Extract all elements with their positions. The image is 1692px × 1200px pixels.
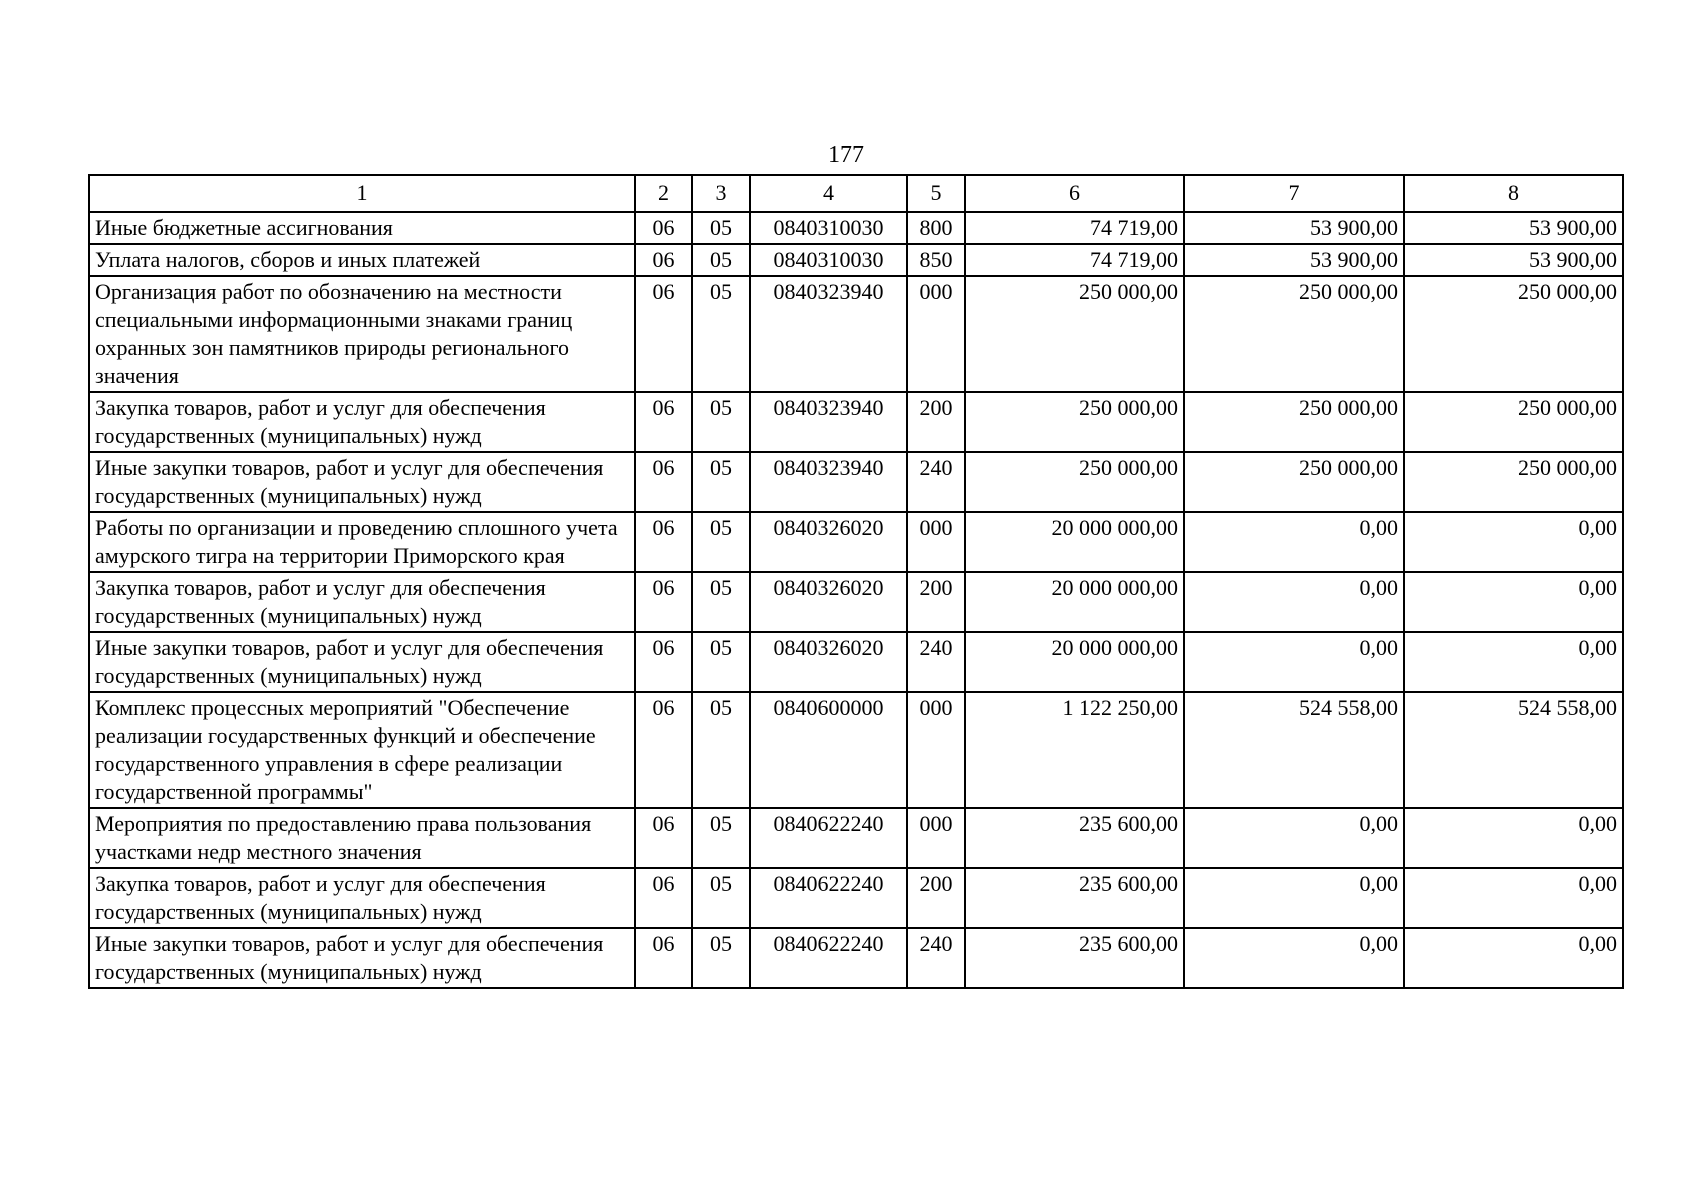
amount-col6-cell: 235 600,00: [965, 868, 1184, 928]
expense-type-cell: 000: [907, 512, 965, 572]
section-code-cell: 06: [635, 572, 692, 632]
section-code-cell: 06: [635, 452, 692, 512]
table-row: [89, 212, 1623, 244]
subsection-code-cell: 05: [692, 692, 750, 808]
amount-col6-cell: 250 000,00: [965, 276, 1184, 392]
item-name-cell: Уплата налогов, сборов и иных платежей: [89, 244, 635, 276]
subsection-code-cell: 05: [692, 868, 750, 928]
amount-col8-cell: 0,00: [1404, 868, 1623, 928]
table-row: [89, 244, 1623, 276]
amount-col7-cell: 53 900,00: [1184, 244, 1404, 276]
table-row: [89, 512, 1623, 572]
subsection-code-cell: 05: [692, 212, 750, 244]
subsection-code-cell: 05: [692, 808, 750, 868]
amount-col7-cell: 53 900,00: [1184, 212, 1404, 244]
subsection-code-cell: 05: [692, 276, 750, 392]
amount-col7-cell: 0,00: [1184, 572, 1404, 632]
column-header: 3: [692, 175, 750, 212]
column-header: 5: [907, 175, 965, 212]
target-article-cell: 0840622240: [750, 928, 907, 988]
table-row: [89, 928, 1623, 988]
amount-col6-cell: 74 719,00: [965, 244, 1184, 276]
item-name-cell: Иные закупки товаров, работ и услуг для обеспечения государственных (муниципальных) нужд: [89, 632, 635, 692]
table-row: [89, 276, 1623, 392]
amount-col7-cell: 0,00: [1184, 928, 1404, 988]
amount-col8-cell: 0,00: [1404, 928, 1623, 988]
table-row: [89, 572, 1623, 632]
amount-col8-cell: 0,00: [1404, 512, 1623, 572]
expense-type-cell: 200: [907, 572, 965, 632]
table-row: [89, 392, 1623, 452]
item-name-cell: Организация работ по обозначению на местности специальными информационными знаками границ охранных зон памятников природы регионального значения: [89, 276, 635, 392]
expense-type-cell: 200: [907, 392, 965, 452]
amount-col7-cell: 250 000,00: [1184, 276, 1404, 392]
amount-col8-cell: 250 000,00: [1404, 452, 1623, 512]
target-article-cell: 0840310030: [750, 212, 907, 244]
expense-type-cell: 240: [907, 452, 965, 512]
subsection-code-cell: 05: [692, 244, 750, 276]
table-row: [89, 868, 1623, 928]
column-header: 2: [635, 175, 692, 212]
subsection-code-cell: 05: [692, 392, 750, 452]
item-name-cell: Мероприятия по предоставлению права пользования участками недр местного значения: [89, 808, 635, 868]
item-name-cell: Иные бюджетные ассигнования: [89, 212, 635, 244]
amount-col7-cell: 0,00: [1184, 868, 1404, 928]
item-name-cell: Закупка товаров, работ и услуг для обеспечения государственных (муниципальных) нужд: [89, 572, 635, 632]
amount-col7-cell: 0,00: [1184, 632, 1404, 692]
expense-type-cell: 240: [907, 928, 965, 988]
expense-type-cell: 000: [907, 808, 965, 868]
table-body: [89, 212, 1623, 988]
amount-col6-cell: 235 600,00: [965, 808, 1184, 868]
expense-type-cell: 800: [907, 212, 965, 244]
expense-type-cell: 850: [907, 244, 965, 276]
section-code-cell: 06: [635, 928, 692, 988]
amount-col7-cell: 250 000,00: [1184, 392, 1404, 452]
column-header: 1: [89, 175, 635, 212]
subsection-code-cell: 05: [692, 512, 750, 572]
target-article-cell: 0840323940: [750, 452, 907, 512]
target-article-cell: 0840326020: [750, 512, 907, 572]
table-row: [89, 808, 1623, 868]
amount-col8-cell: 53 900,00: [1404, 244, 1623, 276]
table-row: [89, 632, 1623, 692]
table-row: [89, 692, 1623, 808]
expense-type-cell: 240: [907, 632, 965, 692]
amount-col8-cell: 250 000,00: [1404, 276, 1623, 392]
table-header-row: [89, 175, 1623, 212]
subsection-code-cell: 05: [692, 632, 750, 692]
amount-col6-cell: 250 000,00: [965, 452, 1184, 512]
item-name-cell: Работы по организации и проведению сплошного учета амурского тигра на территории Приморского края: [89, 512, 635, 572]
section-code-cell: 06: [635, 868, 692, 928]
section-code-cell: 06: [635, 632, 692, 692]
target-article-cell: 0840323940: [750, 276, 907, 392]
target-article-cell: 0840326020: [750, 632, 907, 692]
subsection-code-cell: 05: [692, 928, 750, 988]
section-code-cell: 06: [635, 244, 692, 276]
expense-type-cell: 000: [907, 276, 965, 392]
column-header: 6: [965, 175, 1184, 212]
amount-col7-cell: 250 000,00: [1184, 452, 1404, 512]
amount-col7-cell: 0,00: [1184, 512, 1404, 572]
item-name-cell: Закупка товаров, работ и услуг для обеспечения государственных (муниципальных) нужд: [89, 392, 635, 452]
amount-col6-cell: 20 000 000,00: [965, 632, 1184, 692]
section-code-cell: 06: [635, 692, 692, 808]
budget-table: [88, 174, 1624, 989]
amount-col8-cell: 53 900,00: [1404, 212, 1623, 244]
amount-col7-cell: 524 558,00: [1184, 692, 1404, 808]
target-article-cell: 0840600000: [750, 692, 907, 808]
amount-col6-cell: 20 000 000,00: [965, 512, 1184, 572]
amount-col8-cell: 250 000,00: [1404, 392, 1623, 452]
item-name-cell: Иные закупки товаров, работ и услуг для обеспечения государственных (муниципальных) нужд: [89, 452, 635, 512]
expense-type-cell: 200: [907, 868, 965, 928]
expense-type-cell: 000: [907, 692, 965, 808]
item-name-cell: Закупка товаров, работ и услуг для обеспечения государственных (муниципальных) нужд: [89, 868, 635, 928]
amount-col8-cell: 524 558,00: [1404, 692, 1623, 808]
subsection-code-cell: 05: [692, 452, 750, 512]
column-header: 7: [1184, 175, 1404, 212]
section-code-cell: 06: [635, 808, 692, 868]
amount-col6-cell: 250 000,00: [965, 392, 1184, 452]
amount-col8-cell: 0,00: [1404, 632, 1623, 692]
amount-col6-cell: 20 000 000,00: [965, 572, 1184, 632]
section-code-cell: 06: [635, 212, 692, 244]
amount-col6-cell: 235 600,00: [965, 928, 1184, 988]
target-article-cell: 0840323940: [750, 392, 907, 452]
amount-col6-cell: 1 122 250,00: [965, 692, 1184, 808]
target-article-cell: 0840310030: [750, 244, 907, 276]
column-header: 8: [1404, 175, 1623, 212]
section-code-cell: 06: [635, 276, 692, 392]
table-row: [89, 452, 1623, 512]
item-name-cell: Комплекс процессных мероприятий "Обеспечение реализации государственных функций и обеспечение государственного управления в сфере реализации государственной программы": [89, 692, 635, 808]
subsection-code-cell: 05: [692, 572, 750, 632]
amount-col8-cell: 0,00: [1404, 808, 1623, 868]
item-name-cell: Иные закупки товаров, работ и услуг для обеспечения государственных (муниципальных) нужд: [89, 928, 635, 988]
section-code-cell: 06: [635, 512, 692, 572]
target-article-cell: 0840622240: [750, 868, 907, 928]
page-number: 177: [828, 142, 864, 168]
amount-col7-cell: 0,00: [1184, 808, 1404, 868]
target-article-cell: 0840622240: [750, 808, 907, 868]
amount-col6-cell: 74 719,00: [965, 212, 1184, 244]
target-article-cell: 0840326020: [750, 572, 907, 632]
column-header: 4: [750, 175, 907, 212]
section-code-cell: 06: [635, 392, 692, 452]
amount-col8-cell: 0,00: [1404, 572, 1623, 632]
